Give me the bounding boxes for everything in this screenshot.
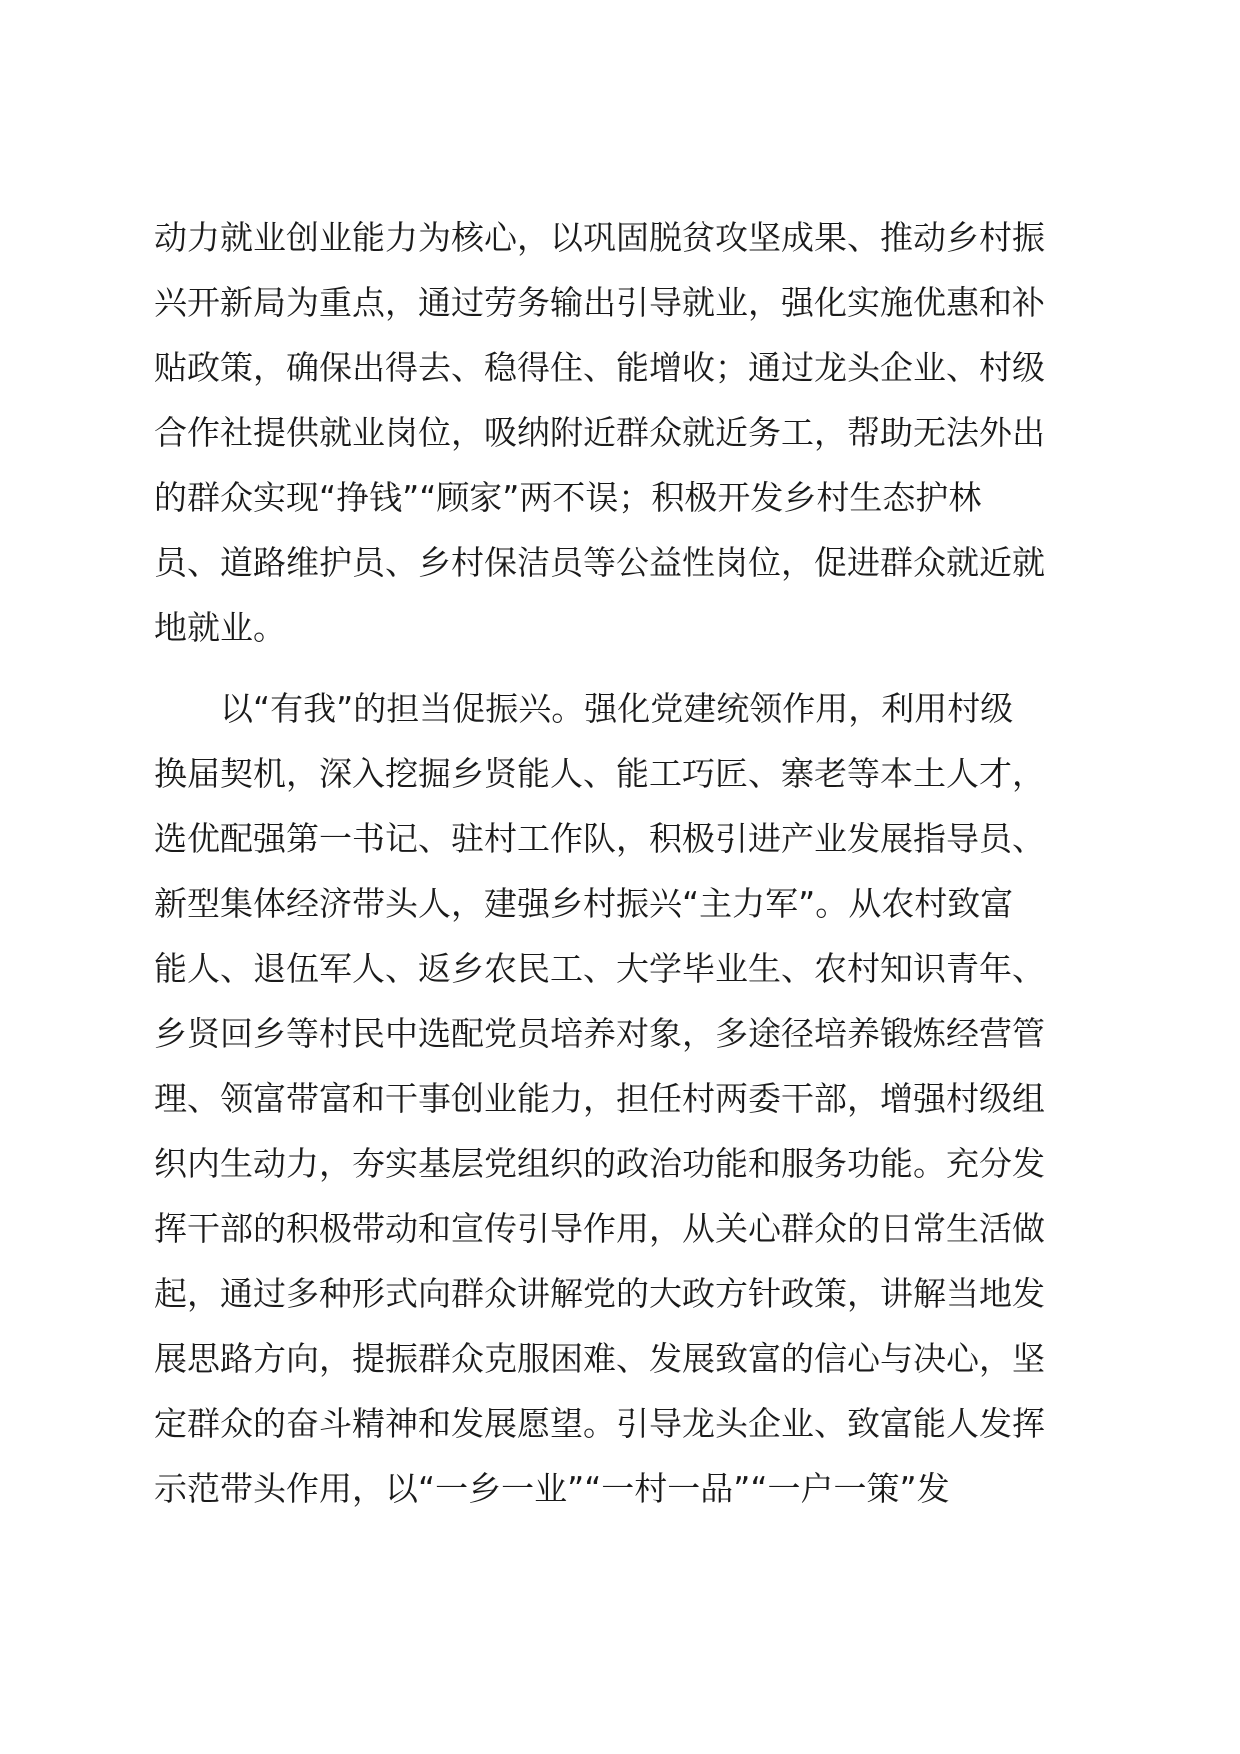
text-line: 贴政策，确保出得去、稳得住、能增收；通过龙头企业、村级 — [154, 348, 1045, 387]
text-line: 乡贤回乡等村民中选配党员培养对象，多途径培养锻炼经营管 — [154, 1014, 1045, 1053]
text-line: 新型集体经济带头人，建强乡村振兴“主力军”。从农村致富 — [154, 884, 1014, 923]
text-line: 选优配强第一书记、驻村工作队，积极引进产业发展指导员、 — [154, 819, 1045, 858]
text-line: 合作社提供就业岗位，吸纳附近群众就近务工，帮助无法外出 — [154, 413, 1045, 452]
text-line: 兴开新局为重点，通过劳务输出引导就业，强化实施优惠和补 — [154, 283, 1045, 322]
paragraph-2 — [154, 676, 1090, 1521]
text-line: 地就业。 — [154, 608, 286, 647]
paragraph-1 — [154, 205, 1090, 660]
text-line: 能人、退伍军人、返乡农民工、大学毕业生、农村知识青年、 — [154, 949, 1045, 988]
text-line: 织内生动力，夯实基层党组织的政治功能和服务功能。充分发 — [154, 1144, 1045, 1183]
text-line: 的群众实现“挣钱”“顾家”两不误；积极开发乡村生态护林 — [154, 478, 982, 517]
text-line: 换届契机，深入挖掘乡贤能人、能工巧匠、寨老等本土人才， — [154, 754, 1045, 793]
text-line: 展思路方向，提振群众克服困难、发展致富的信心与决心，坚 — [154, 1339, 1045, 1378]
text-line: 员、道路维护员、乡村保洁员等公益性岗位，促进群众就近就 — [154, 543, 1045, 582]
document-body — [154, 205, 1090, 1521]
paragraph-gap — [154, 660, 1090, 676]
text-line-first: 以“有我”的担当促振兴。强化党建统领作用，利用村级 — [220, 689, 1014, 728]
text-line: 示范带头作用，以“一乡一业”“一村一品”“一户一策”发 — [154, 1469, 950, 1508]
text-line: 理、领富带富和干事创业能力，担任村两委干部，增强村级组 — [154, 1079, 1045, 1118]
text-line: 定群众的奋斗精神和发展愿望。引导龙头企业、致富能人发挥 — [154, 1404, 1045, 1443]
text-line: 动力就业创业能力为核心，以巩固脱贫攻坚成果、推动乡村振 — [154, 218, 1045, 257]
text-line: 起，通过多种形式向群众讲解党的大政方针政策，讲解当地发 — [154, 1274, 1045, 1313]
text-line: 挥干部的积极带动和宣传引导作用，从关心群众的日常生活做 — [154, 1209, 1045, 1248]
